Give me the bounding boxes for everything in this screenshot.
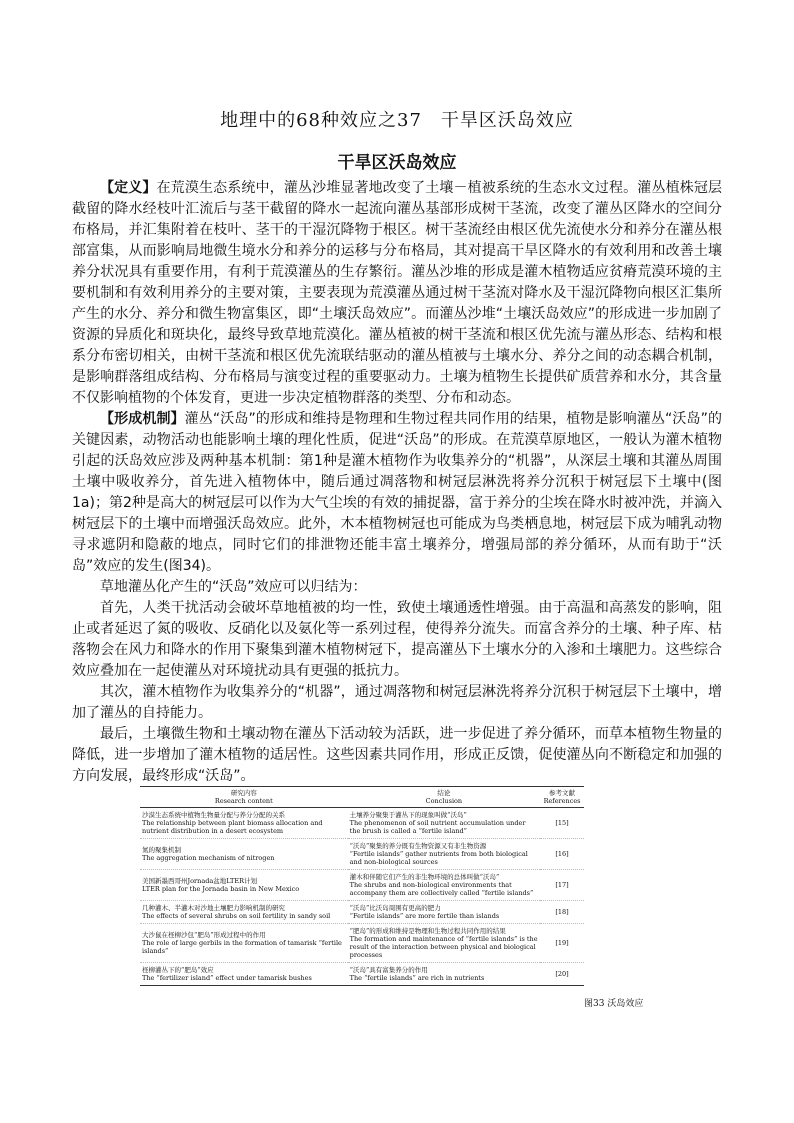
table-row bbox=[140, 870, 584, 901]
table-cell-ref: [20] bbox=[540, 963, 584, 986]
table-cell-ref: [15] bbox=[540, 808, 584, 839]
header-content-cn: 研究内容 bbox=[230, 789, 257, 797]
point-second: 其次，灌木植物作为收集养分的“机器”，通过凋落物和树冠层淋洗将养分沉积于树冠层下土壤中，增加了灌丛的自持能力。 bbox=[72, 684, 722, 721]
cell-en: “Fertile islands” are more fertile than islands bbox=[349, 912, 500, 920]
cell-en: The shrubs and non-biological environments that accompany them are collectively called “fertile islands” bbox=[349, 881, 534, 897]
cell-en: The “fertilizer island” effect under tamarisk bushes bbox=[142, 974, 312, 982]
cell-cn: “沃岛”比沃岛周围有更高的肥力 bbox=[349, 904, 441, 912]
cell-cn: 氮的聚集机制 bbox=[142, 846, 181, 854]
table-cell-content bbox=[140, 901, 348, 924]
mechanism-label: 【形成机制】 bbox=[100, 411, 185, 427]
header-refs-en: References bbox=[543, 797, 581, 805]
table-row bbox=[140, 808, 584, 839]
mechanism-paragraph bbox=[72, 409, 722, 577]
header-conclusion-cn: 结论 bbox=[437, 789, 451, 797]
table-cell-ref: [19] bbox=[540, 924, 584, 963]
cell-en: The aggregation mechanism of nitrogen bbox=[142, 854, 275, 862]
cell-en: The formation and maintenance of “fertile islands” is the result of the interaction between physical and biological processes bbox=[349, 935, 538, 959]
cell-en: The phenomenon of soil nutrient accumulation under the brush is called a “fertile island” bbox=[349, 819, 526, 835]
research-table-figure bbox=[140, 786, 584, 986]
cell-cn: 柽柳灌丛下的“肥岛”效应 bbox=[142, 966, 214, 974]
point-third: 最后，土壤微生物和土壤动物在灌丛下活动较为活跃，进一步促进了养分循环，而草本植物生物量的降低，进一步增加了灌木植物的适居性。这些因素共同作用，形成正反馈，促使灌丛向不断稳定和加强的方向发展，最终形成“沃岛”。 bbox=[72, 726, 722, 784]
cell-cn: 灌木和伴随它们产生的非生物环境的总体叫做“沃岛” bbox=[349, 873, 500, 881]
cell-cn: 土壤养分聚集于灌丛下的现象叫做“沃岛” bbox=[349, 811, 467, 819]
cell-cn: 几种灌木、半灌木对沙地土壤肥力影响机制的研究 bbox=[142, 904, 285, 912]
page-title: 干旱区沃岛效应 bbox=[337, 153, 457, 173]
table-cell-content bbox=[140, 924, 348, 963]
cell-en: The “fertile islands” are rich in nutrients bbox=[349, 974, 485, 982]
table-cell-ref: [17] bbox=[540, 870, 584, 901]
table-row bbox=[140, 963, 584, 986]
table-cell-content bbox=[140, 870, 348, 901]
definition-paragraph bbox=[72, 178, 722, 409]
header-content bbox=[140, 787, 348, 808]
cell-cn: “肥岛”的形成和维持是物理和生物过程共同作用的结果 bbox=[349, 927, 506, 935]
table-cell-content bbox=[140, 808, 348, 839]
table-row bbox=[140, 924, 584, 963]
cell-cn: 美国新墨西哥州Jornada盆地LTER计划 bbox=[142, 877, 257, 885]
table-cell-conclusion bbox=[348, 924, 540, 963]
table-row bbox=[140, 901, 584, 924]
cell-en: The relationship between plant biomass allocation and nutrient distribution in a desert ecosystem bbox=[142, 819, 323, 835]
cell-cn: 沙漠生态系统中植物生物量分配与养分分配的关系 bbox=[142, 811, 285, 819]
mechanism-text: 灌丛“沃岛”的形成和维持是物理和生物过程共同作用的结果，植物是影响灌丛“沃岛”的关键因素，动物活动也能影响土壤的理化性质，促进“沃岛”的形成。在荒漠草原地区，一般认为灌木植物引起的沃岛效应涉及两种基本机制：第1种是灌木植物作为收集养分的“机器”，从深层土壤和其灌丛周围土壤中吸收养分，首先进入植物体中，随后通过凋落物和树冠层淋洗将养分沉积于树冠层下土壤中(图1a)；第2种是高大的树冠层可以作为大气尘埃的有效的捕捉器，富于养分的尘埃在降水时被冲洗，并滴入树冠层下的土壤中而增强沃岛效应。此外，木本植物树冠也可能成为鸟类栖息地，树冠层下成为哺乳动物寻求遮阴和隐蔽的地点，同时它们的排泄物还能丰富土壤养分，增强局部的养分循环，从而有助于“沃岛”效应的发生(图34)。 bbox=[72, 411, 723, 574]
article-body bbox=[72, 178, 722, 787]
table-cell-conclusion bbox=[348, 808, 540, 839]
header-conclusion-en: Conclusion bbox=[425, 797, 463, 805]
research-table bbox=[140, 786, 584, 986]
cell-en: The effects of several shrubs on soil fertility in sandy soil bbox=[142, 912, 331, 920]
table-cell-conclusion bbox=[348, 963, 540, 986]
table-cell-ref: [18] bbox=[540, 901, 584, 924]
table-cell-conclusion bbox=[348, 870, 540, 901]
series-title: 地理中的68种效应之37 干旱区沃岛效应 bbox=[220, 110, 574, 131]
table-cell-conclusion bbox=[348, 839, 540, 870]
cell-cn: “沃岛”聚集的养分既有生物资源又有非生物资源 bbox=[349, 842, 487, 850]
table-cell-ref: [16] bbox=[540, 839, 584, 870]
figure-caption: 图33 沃岛效应 bbox=[584, 999, 644, 1009]
header-content-en: Research content bbox=[214, 797, 273, 805]
cell-cn: “沃岛”具有富集养分的作用 bbox=[349, 966, 428, 974]
definition-text: 在荒漠生态系统中，灌丛沙堆显著地改变了土壤－植被系统的生态水文过程。灌丛植株冠层截留的降水经枝叶汇流后与茎干截留的降水一起流向灌丛基部形成树干茎流，改变了灌丛区降水的空间分布格局，并汇集附着在枝叶、茎干的干湿沉降物于根区。树干茎流经由根区优先流使水分和养分在灌丛根部富集，从而影响局地微生境水分和养分的运移与分布格局，其对提高干旱区降水的有效利用和改善土壤养分状况具有重要作用，有利于荒漠灌丛的生存繁衍。灌丛沙堆的形成是灌木植物适应贫瘠荒漠环境的主要机制和有效利用养分的主要对策，主要表现为荒漠灌丛通过树干茎流对降水及干湿沉降物向根区汇集所产生的水分、养分和微生物富集区，即“土壤沃岛效应”。而灌丛沙堆“土壤沃岛效应”的形成进一步加剧了资源的异质化和斑块化，最终导致草地荒漠化。灌丛植被的树干茎流和根区优先流与灌丛形态、结构和根系分布密切相关，由树干茎流和根区优先流联结驱动的灌丛植被与土壤水分、养分之间的动态耦合机制，是影响群落组成结构、分布格局与演变过程的重要驱动力。土壤为植物生长提供矿质营养和水分，其含量不仅影响植物的个体发育，更进一步决定植物群落的类型、分布和动态。 bbox=[72, 180, 723, 406]
point-first: 首先，人类干扰活动会破坏草地植被的均一性，致使土壤通透性增强。由于高温和高蒸发的影响，阻止或者延迟了氮的吸收、反硝化以及氨化等一系列过程，使得养分流失。而富含养分的土壤、种子库、枯落物会在风力和降水的作用下聚集到灌木植物树冠下，提高灌丛下土壤水分的入渗和土壤肥力。这些综合效应叠加在一起使灌丛对环境扰动具有更强的抵抗力。 bbox=[72, 600, 722, 679]
cell-en: “Fertile islands” gather nutrients from both biological and non-biological sources bbox=[349, 850, 528, 866]
cell-en: The role of large gerbils in the formation of tamarisk “fertile islands” bbox=[142, 939, 342, 955]
table-cell-content bbox=[140, 839, 348, 870]
cell-en: LTER plan for the Jornada basin in New Mexico bbox=[142, 885, 300, 893]
table-cell-content bbox=[140, 963, 348, 986]
table-header-row bbox=[140, 787, 584, 808]
summary-intro: 草地灌丛化产生的“沃岛”效应可以归结为： bbox=[100, 579, 367, 595]
table-cell-conclusion bbox=[348, 901, 540, 924]
header-conclusion bbox=[348, 787, 540, 808]
header-refs bbox=[540, 787, 584, 808]
table-row bbox=[140, 839, 584, 870]
cell-cn: 大沙鼠在柽柳沙包“肥岛”形成过程中的作用 bbox=[142, 931, 266, 939]
header-refs-cn: 参考文献 bbox=[549, 789, 576, 797]
definition-label: 【定义】 bbox=[100, 180, 157, 196]
